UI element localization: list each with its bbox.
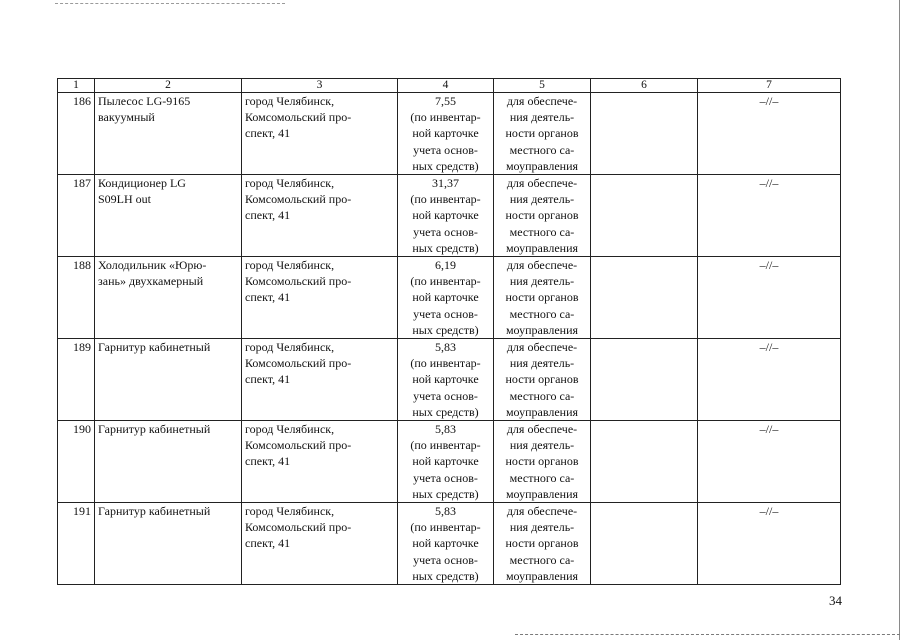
value-line: учета основ-: [413, 142, 478, 157]
item-name-line: Кондиционер LG: [98, 176, 186, 191]
purpose-line: ности органов: [505, 290, 579, 305]
purpose-line: для обеспече-: [506, 258, 578, 273]
item-name-line: Холодильник «Юрю-: [98, 258, 207, 273]
value-line: ной карточке: [412, 454, 479, 469]
item-name-line: Гарнитур кабинетный: [98, 504, 211, 519]
value-line: ных средств): [412, 486, 479, 501]
header-col-7: 7: [698, 79, 841, 93]
value-line: ной карточке: [412, 126, 479, 141]
purpose-line: местного са-: [509, 224, 575, 239]
purpose-line: местного са-: [509, 142, 575, 157]
address-line: город Челябинск,: [245, 94, 335, 108]
purpose-line: ности органов: [505, 536, 579, 551]
value-line: 7,55: [435, 94, 456, 108]
value-line: ных средств): [412, 404, 479, 419]
address-line: Комсомольский про-: [245, 438, 352, 453]
header-col-5: 5: [494, 79, 591, 93]
address-line: город Челябинск,: [245, 340, 335, 355]
item-name-line: зань» двухкамерный: [98, 274, 204, 289]
item-value: [398, 93, 494, 175]
item-address: [242, 257, 398, 339]
item-purpose: [494, 175, 591, 257]
purpose-line: для обеспече-: [506, 504, 578, 519]
item-col6: [591, 421, 698, 503]
value-line: 5,83: [435, 504, 456, 519]
address-line: город Челябинск,: [245, 258, 335, 273]
item-col7: –//–: [698, 257, 841, 339]
row-number: 186: [58, 93, 95, 175]
purpose-line: моуправления: [505, 486, 579, 501]
item-col7: –//–: [698, 421, 841, 503]
table-row: [58, 93, 841, 175]
purpose-line: моуправления: [505, 240, 579, 255]
purpose-line: местного са-: [509, 306, 575, 321]
purpose-line: ния деятель-: [509, 192, 575, 207]
value-line: ных средств): [412, 322, 479, 337]
item-address: [242, 503, 398, 585]
header-col-2: 2: [95, 79, 242, 93]
item-value: [398, 421, 494, 503]
purpose-line: ния деятель-: [509, 520, 575, 535]
purpose-line: местного са-: [509, 470, 575, 485]
purpose-line: ности органов: [505, 208, 579, 223]
purpose-line: ния деятель-: [509, 274, 575, 289]
value-line: (по инвентар-: [410, 110, 481, 125]
address-line: город Челябинск,: [245, 176, 335, 191]
item-name-line: Гарнитур кабинетный: [98, 422, 211, 437]
value-line: 6,19: [435, 258, 456, 273]
address-line: город Челябинск,: [245, 422, 335, 437]
item-value: [398, 339, 494, 421]
row-number: 191: [58, 503, 95, 585]
item-col7: –//–: [698, 175, 841, 257]
address-line: Комсомольский про-: [245, 356, 352, 371]
item-name-line: Гарнитур кабинетный: [98, 340, 211, 355]
item-name: [95, 339, 242, 421]
item-col7: –//–: [698, 339, 841, 421]
item-purpose: [494, 339, 591, 421]
value-line: учета основ-: [413, 470, 478, 485]
item-name: [95, 93, 242, 175]
value-line: ных средств): [412, 158, 479, 173]
address-line: Комсомольский про-: [245, 274, 352, 289]
value-line: учета основ-: [413, 224, 478, 239]
address-line: спект, 41: [245, 290, 291, 305]
scan-artifact-bottom-line: [515, 634, 900, 635]
item-value: [398, 503, 494, 585]
scan-artifact-top-line: [55, 3, 285, 4]
item-col6: [591, 339, 698, 421]
address-line: спект, 41: [245, 126, 291, 141]
item-address: [242, 93, 398, 175]
address-line: Комсомольский про-: [245, 192, 352, 207]
address-line: спект, 41: [245, 208, 291, 223]
value-line: ных средств): [412, 568, 479, 583]
item-col7: –//–: [698, 93, 841, 175]
item-address: [242, 175, 398, 257]
row-number: 188: [58, 257, 95, 339]
property-registry-table: [57, 78, 841, 585]
item-name-line: вакуумный: [98, 110, 155, 125]
purpose-line: для обеспече-: [506, 94, 578, 108]
header-col-1: 1: [58, 79, 95, 93]
scan-page-edge: [899, 0, 900, 640]
item-col7: –//–: [698, 503, 841, 585]
value-line: ной карточке: [412, 536, 479, 551]
item-address: [242, 421, 398, 503]
item-name-line: S09LH out: [98, 192, 152, 207]
value-line: ной карточке: [412, 290, 479, 305]
purpose-line: ности органов: [505, 126, 579, 141]
purpose-line: ния деятель-: [509, 110, 575, 125]
address-line: спект, 41: [245, 454, 291, 469]
value-line: (по инвентар-: [410, 192, 481, 207]
item-col6: [591, 503, 698, 585]
purpose-line: моуправления: [505, 158, 579, 173]
purpose-line: ности органов: [505, 372, 579, 387]
purpose-line: моуправления: [505, 404, 579, 419]
address-line: город Челябинск,: [245, 504, 335, 519]
value-line: ной карточке: [412, 372, 479, 387]
item-value: [398, 175, 494, 257]
item-address: [242, 339, 398, 421]
row-number: 187: [58, 175, 95, 257]
value-line: (по инвентар-: [410, 356, 481, 371]
item-name: [95, 421, 242, 503]
header-col-6: 6: [591, 79, 698, 93]
item-col6: [591, 175, 698, 257]
address-line: спект, 41: [245, 536, 291, 551]
item-purpose: [494, 503, 591, 585]
item-value: [398, 257, 494, 339]
value-line: учета основ-: [413, 552, 478, 567]
purpose-line: моуправления: [505, 568, 579, 583]
table-row: [58, 339, 841, 421]
value-line: учета основ-: [413, 388, 478, 403]
value-line: 5,83: [435, 340, 456, 355]
item-col6: [591, 93, 698, 175]
item-name: [95, 175, 242, 257]
value-line: (по инвентар-: [410, 438, 481, 453]
item-purpose: [494, 257, 591, 339]
item-purpose: [494, 421, 591, 503]
value-line: учета основ-: [413, 306, 478, 321]
item-col6: [591, 257, 698, 339]
page-number: 34: [829, 593, 842, 608]
table-row: [58, 421, 841, 503]
item-name: [95, 503, 242, 585]
table-row: [58, 257, 841, 339]
purpose-line: моуправления: [505, 322, 579, 337]
value-line: (по инвентар-: [410, 274, 481, 289]
row-number: 190: [58, 421, 95, 503]
purpose-line: ния деятель-: [509, 438, 575, 453]
item-name-line: Пылесос LG-9165: [98, 94, 191, 108]
address-line: спект, 41: [245, 372, 291, 387]
address-line: Комсомольский про-: [245, 110, 352, 125]
purpose-line: для обеспече-: [506, 340, 578, 355]
header-col-3: 3: [242, 79, 398, 93]
value-line: ной карточке: [412, 208, 479, 223]
table-row: [58, 503, 841, 585]
row-number: 189: [58, 339, 95, 421]
header-col-4: 4: [398, 79, 494, 93]
address-line: Комсомольский про-: [245, 520, 352, 535]
purpose-line: ния деятель-: [509, 356, 575, 371]
value-line: ных средств): [412, 240, 479, 255]
header-row: [58, 79, 841, 93]
item-purpose: [494, 93, 591, 175]
purpose-line: для обеспече-: [506, 176, 578, 191]
value-line: 5,83: [435, 422, 456, 437]
item-name: [95, 257, 242, 339]
purpose-line: местного са-: [509, 388, 575, 403]
purpose-line: местного са-: [509, 552, 575, 567]
purpose-line: ности органов: [505, 454, 579, 469]
value-line: 31,37: [432, 176, 459, 191]
purpose-line: для обеспече-: [506, 422, 578, 437]
table-row: [58, 175, 841, 257]
value-line: (по инвентар-: [410, 520, 481, 535]
